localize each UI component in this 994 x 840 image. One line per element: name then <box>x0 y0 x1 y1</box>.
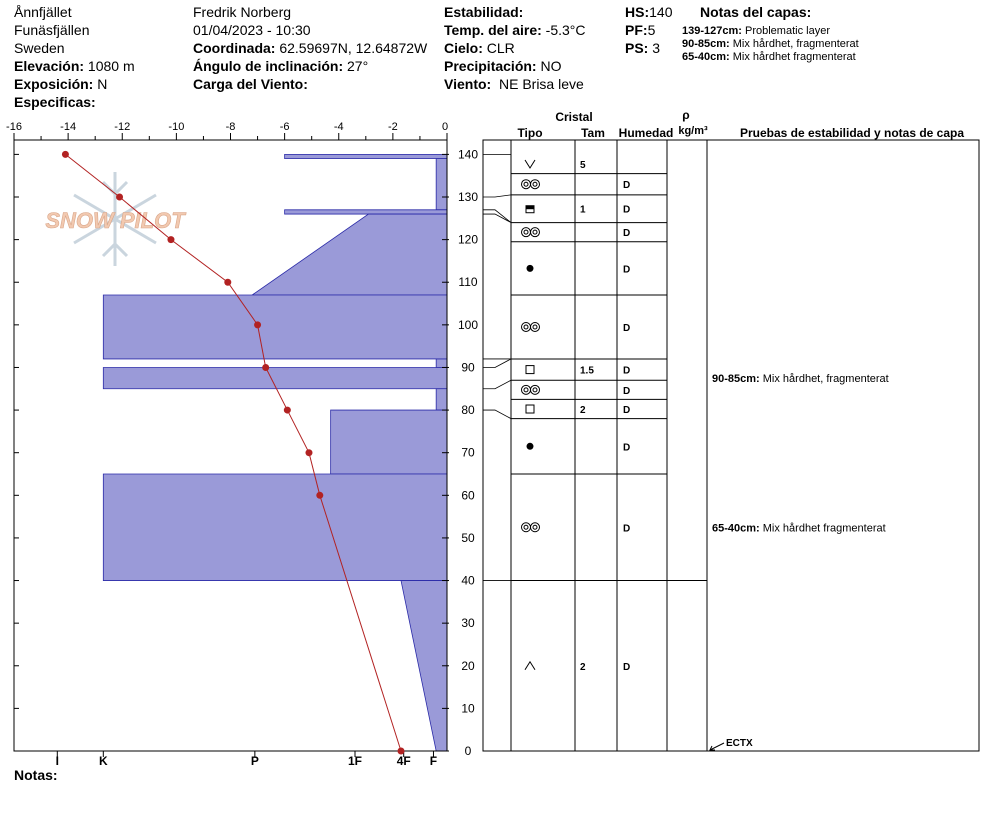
layer-connector <box>483 380 511 389</box>
stability-label: Estabilidad: <box>444 4 524 20</box>
layer-moisture: D <box>623 523 631 535</box>
temp-tick-label: -8 <box>225 121 236 133</box>
slope-value: 27° <box>347 58 369 74</box>
layer-size: 1.5 <box>580 365 594 377</box>
test-marker-label: ECTX <box>726 738 753 749</box>
grain-dot <box>527 265 534 272</box>
temperature-point <box>316 492 323 499</box>
layer-comment-text: Mix hårdhet, fragmenterat <box>762 373 889 386</box>
air-temp-value: -5.3°C <box>545 22 586 38</box>
sky-value: CLR <box>486 40 515 56</box>
grain-circle <box>522 523 531 532</box>
grain-circle <box>524 230 528 234</box>
grain-circle <box>533 325 537 329</box>
pf-label: PF: <box>625 22 648 38</box>
grain-circle <box>522 322 531 331</box>
slope-label: Ángulo de inclinación: <box>193 58 344 74</box>
hardness-tick-label: 1F <box>347 754 362 768</box>
layer-size: 2 <box>580 661 586 673</box>
height-tick-label: 100 <box>457 317 479 332</box>
grain-circle <box>533 525 537 529</box>
elevation-label: Elevación: <box>14 58 85 74</box>
height-tick-label: 20 <box>461 658 475 673</box>
graupel-icon <box>527 443 534 450</box>
hs-label: HS: <box>625 4 650 20</box>
layer-note-range: 65-40cm: <box>682 51 730 63</box>
coordinate-label: Coordinada: <box>193 40 276 56</box>
grain-circle <box>524 388 528 392</box>
ice-crust-icon <box>526 206 534 213</box>
watermark-text: SNOW PILOT <box>45 208 185 233</box>
faceted-crystals-icon <box>526 366 534 374</box>
height-tick-label: 0 <box>464 744 472 758</box>
hardness-bar <box>285 210 447 214</box>
ps-label: PS: <box>625 40 649 56</box>
wind-value: NE Brisa leve <box>498 76 584 92</box>
layer-table-frame <box>483 140 979 751</box>
temperature-point <box>262 364 269 371</box>
layer-moisture: D <box>623 405 631 417</box>
hs-value: 140 <box>649 4 673 20</box>
hardness-bar <box>401 581 447 751</box>
surface-hoar-icon <box>525 160 535 168</box>
height-tick-label: 30 <box>461 616 475 631</box>
hardness-bar <box>285 154 447 158</box>
hardness-bar <box>103 295 447 359</box>
rho-header: ρ <box>682 108 690 122</box>
grain-circle <box>524 325 528 329</box>
grain-circle <box>522 385 531 394</box>
hardness-bar <box>331 410 447 474</box>
grain-caret <box>525 662 535 670</box>
temperature-point <box>116 194 123 201</box>
grain-square <box>526 366 534 374</box>
layer-moisture: D <box>623 365 631 377</box>
layer-note-text: Mix hårdhet, fragmenterat <box>732 38 859 50</box>
layer-size: 5 <box>580 159 586 171</box>
elevation-value: 1080 m <box>87 58 135 74</box>
layer-comment <box>712 373 889 385</box>
precip-label: Precipitación: <box>444 58 537 74</box>
layer-moisture: D <box>623 322 631 334</box>
height-tick-label: 80 <box>461 403 475 418</box>
temperature-point <box>254 321 261 328</box>
hardness-bar <box>436 359 447 368</box>
temp-tick-label: -10 <box>168 121 185 133</box>
grain-circle <box>522 228 531 237</box>
temp-tick-label: -12 <box>114 121 131 133</box>
grain-square <box>526 405 534 413</box>
wind-load-label: Carga del Viento: <box>193 76 308 92</box>
depth-hoar-icon <box>525 662 535 670</box>
layer-note-range: 139-127cm: <box>682 25 742 37</box>
tests-header: Pruebas de estabilidad y notas de capa <box>739 126 965 140</box>
layer-connector <box>483 359 511 368</box>
temperature-point <box>224 279 231 286</box>
hardness-tick-label: I <box>55 754 59 768</box>
graupel-icon <box>527 265 534 272</box>
rounded-grains-icon <box>522 322 540 331</box>
layer-moisture: D <box>623 661 631 673</box>
wind-label: Viento: <box>444 76 492 92</box>
layer-moisture: D <box>623 264 631 276</box>
rounded-grains-icon <box>522 523 540 532</box>
density-unit-header: kg/m³ <box>678 125 708 137</box>
coordinate-value: 62.59697N, 12.64872W <box>279 40 428 56</box>
air-temp-label: Temp. del aire: <box>444 22 542 38</box>
hardness-tick-label: 4F <box>396 754 411 768</box>
layer-comment <box>712 522 886 534</box>
type-header: Tipo <box>517 126 543 140</box>
hardness-tick-label: K <box>98 754 108 768</box>
layer-notes-title: Notas del capas: <box>700 4 812 20</box>
grain-circle <box>533 182 537 186</box>
pf-value: 5 <box>647 22 656 38</box>
hardness-bar <box>436 389 447 410</box>
grain-circle <box>524 525 528 529</box>
height-tick-label: 140 <box>457 147 479 162</box>
grain-circle <box>531 385 540 394</box>
country-name: Sweden <box>14 40 65 56</box>
crystal-header: Cristal <box>555 110 593 124</box>
size-header: Tam <box>581 126 605 140</box>
height-tick-label: 60 <box>461 488 475 503</box>
temp-tick-label: 0 <box>441 121 449 133</box>
height-tick-label: 40 <box>461 573 475 588</box>
hardness-bar <box>252 214 447 295</box>
layer-note-range: 90-85cm: <box>682 38 730 50</box>
hardness-tick-label: P <box>250 754 259 768</box>
temperature-point <box>167 236 174 243</box>
temperature-point <box>305 449 312 456</box>
layer-connector <box>483 410 511 419</box>
layer-moisture: D <box>623 204 631 216</box>
moisture-header: Humedad <box>618 126 674 140</box>
rounded-grains-icon <box>522 180 540 189</box>
grain-circle <box>524 182 528 186</box>
height-tick-label: 130 <box>457 190 479 205</box>
location-name: Ånnfjället <box>14 4 72 20</box>
layer-comment-text: Mix hårdhet fragmenterat <box>762 522 886 535</box>
temperature-point <box>62 151 69 158</box>
grain-circle <box>533 388 537 392</box>
height-tick-label: 90 <box>461 360 475 375</box>
grain-circle <box>531 322 540 331</box>
ps-value: 3 <box>652 40 661 56</box>
height-tick-label: 120 <box>457 232 479 247</box>
specifics-label: Especificas: <box>14 94 96 110</box>
height-tick-label: 70 <box>461 445 475 460</box>
grain-circle <box>531 180 540 189</box>
temp-tick-label: -4 <box>333 121 344 133</box>
layer-note-text: Mix hårdhet fragmenterat <box>732 51 856 63</box>
temp-tick-label: -14 <box>60 121 77 133</box>
hardness-bar <box>436 159 447 210</box>
hardness-bar <box>103 474 447 581</box>
layer-moisture: D <box>623 385 631 397</box>
layer-size: 2 <box>580 405 586 417</box>
temp-tick-label: -6 <box>279 121 290 133</box>
layer-size: 1 <box>580 204 586 216</box>
layer-connector <box>483 195 511 197</box>
height-tick-label: 110 <box>458 275 478 290</box>
layer-note-text: Problematic layer <box>745 25 830 37</box>
aspect-label: Exposición: <box>14 76 94 92</box>
height-tick-label: 10 <box>461 701 475 716</box>
grain-circle <box>531 523 540 532</box>
grain-circle <box>531 228 540 237</box>
observer-name: Fredrik Norberg <box>193 4 292 20</box>
grain-v <box>525 160 535 168</box>
height-tick-label: 50 <box>461 530 475 545</box>
temp-tick-label: -16 <box>6 121 22 133</box>
observation-datetime: 01/04/2023 - 10:30 <box>193 22 311 38</box>
layer-moisture: D <box>623 442 631 454</box>
layer-comment-range: 90-85cm: <box>712 373 763 386</box>
hardness-tick-label: F <box>429 754 438 768</box>
temp-tick-label: -2 <box>387 121 398 133</box>
rounded-grains-icon <box>522 385 540 394</box>
temperature-point <box>397 748 404 755</box>
layer-comment-range: 65-40cm: <box>712 522 763 535</box>
sky-label: Cielo: <box>444 40 483 56</box>
rounded-grains-icon <box>522 228 540 237</box>
area-name: Funäsfjällen <box>14 22 90 38</box>
layer-moisture: D <box>623 180 631 192</box>
layer-moisture: D <box>623 228 631 240</box>
grain-box-fill <box>526 206 534 210</box>
layer-connector <box>483 214 511 223</box>
aspect-value: N <box>97 76 108 92</box>
grain-dot <box>527 443 534 450</box>
precip-value: NO <box>540 58 562 74</box>
grain-circle <box>533 230 537 234</box>
temperature-point <box>284 407 291 414</box>
grain-circle <box>522 180 531 189</box>
notes-label: Notas: <box>14 767 58 783</box>
faceted-crystals-icon <box>526 405 534 413</box>
